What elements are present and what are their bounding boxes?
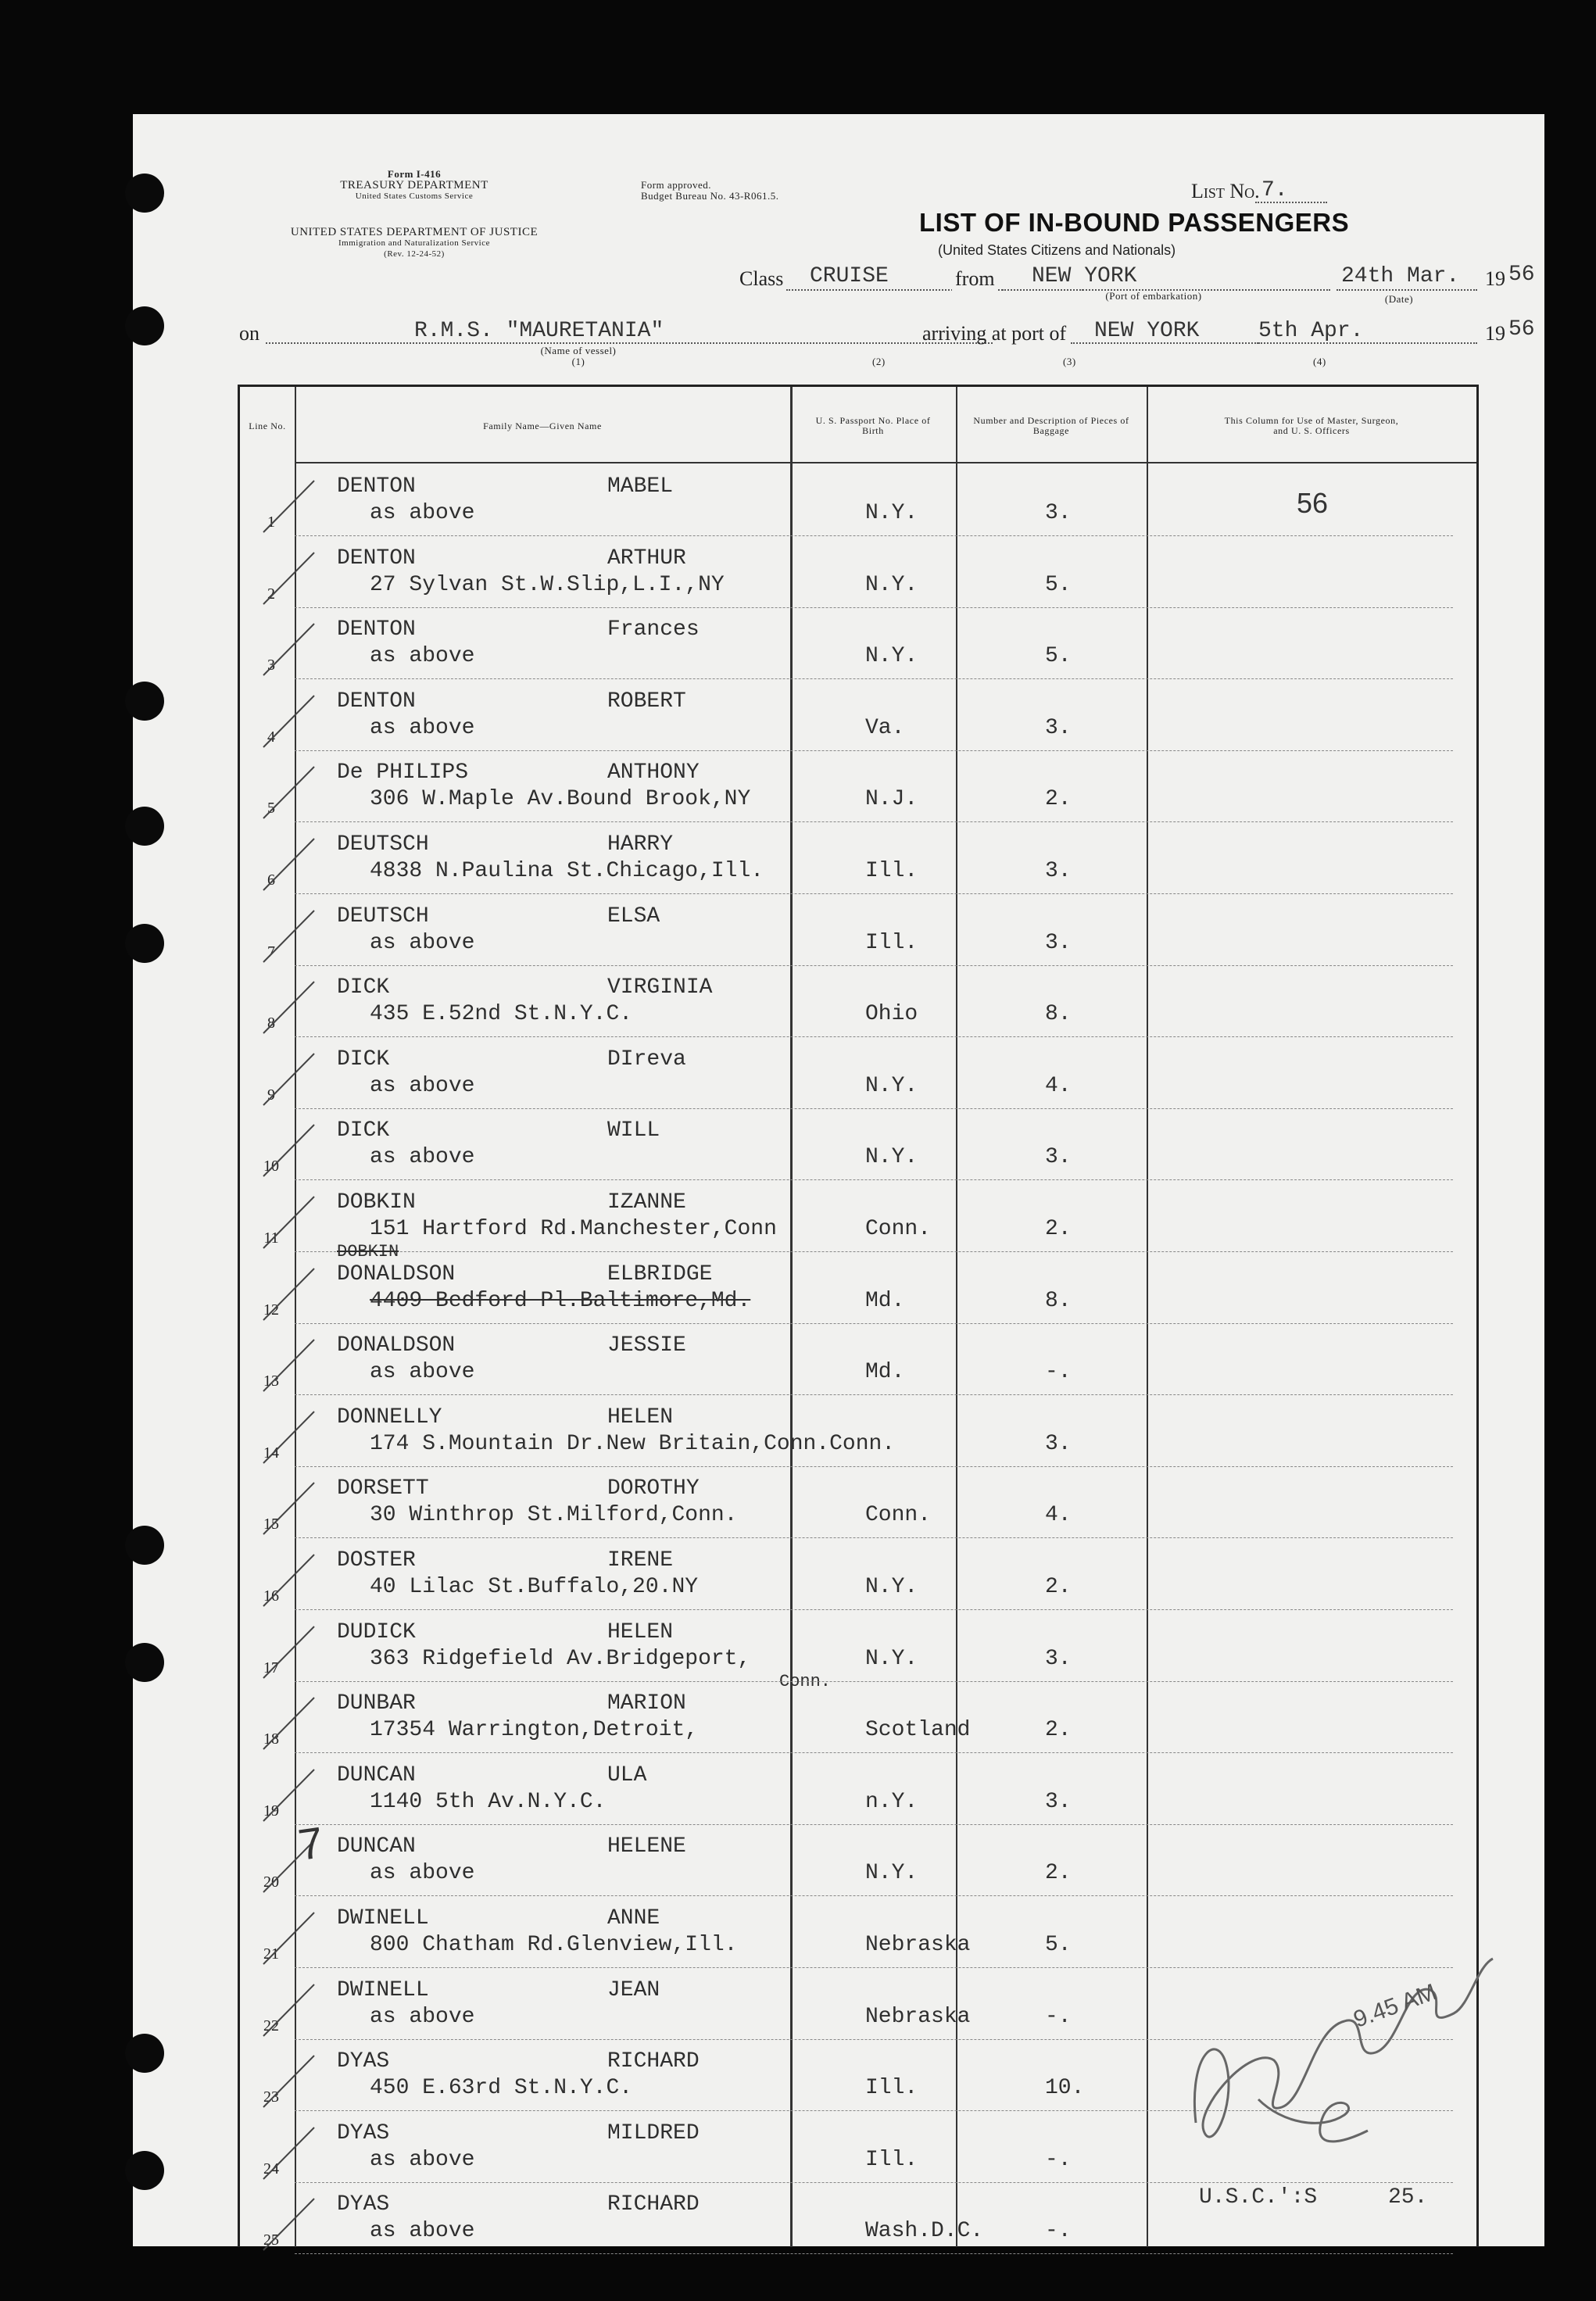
line-number: 20 bbox=[263, 1873, 279, 1891]
address: 4409 Bedford Pl.Baltimore,Md. bbox=[370, 1288, 751, 1313]
check-mark bbox=[240, 1109, 334, 1181]
table-row bbox=[240, 1324, 1476, 1396]
family-name: DEUTSCH bbox=[337, 904, 429, 929]
punch-hole bbox=[125, 682, 164, 721]
col-header-passport: U. S. Passport No. Place of Birth bbox=[815, 415, 931, 436]
address: as above bbox=[370, 2219, 475, 2244]
baggage-count: 10. bbox=[1045, 2076, 1085, 2101]
address: as above bbox=[370, 930, 475, 955]
birthplace: Nebraska bbox=[865, 1933, 971, 1957]
punch-hole bbox=[125, 1643, 164, 1682]
baggage-count: 3. bbox=[1045, 859, 1072, 883]
given-name: VIRGINIA bbox=[607, 975, 713, 1000]
birthplace: N.Y. bbox=[865, 1861, 918, 1886]
line-number: 3 bbox=[267, 657, 275, 675]
table-row bbox=[240, 1181, 1476, 1253]
table-row bbox=[240, 1611, 1476, 1691]
line-number: 12 bbox=[263, 1301, 279, 1319]
line-number: 1 bbox=[267, 514, 275, 531]
vessel-name: R.M.S. "MAURETANIA" bbox=[414, 319, 664, 343]
form-header-left bbox=[289, 169, 539, 202]
on-label: on bbox=[239, 322, 259, 345]
handwritten-signature bbox=[1165, 1935, 1508, 2170]
given-name: ELSA bbox=[607, 904, 660, 929]
birthplace: N.Y. bbox=[865, 501, 918, 525]
date-caption: (Date) bbox=[1384, 293, 1414, 305]
address: 800 Chatham Rd.Glenview,Ill. bbox=[370, 1933, 738, 1957]
class-value: CRUISE bbox=[810, 264, 889, 288]
family-name: DYAS bbox=[337, 2120, 390, 2145]
birthplace: N.Y. bbox=[865, 1145, 918, 1170]
line-number: 8 bbox=[267, 1015, 275, 1032]
birthplace: Ill. bbox=[865, 2147, 918, 2172]
baggage-count: 2. bbox=[1045, 1217, 1072, 1241]
col-header-name: Family Name—Given Name bbox=[483, 420, 602, 431]
caption-1: (1) bbox=[571, 356, 585, 367]
baggage-count: 4. bbox=[1045, 1503, 1072, 1528]
page-title: LIST OF IN-BOUND PASSENGERS bbox=[919, 208, 1350, 237]
birthplace: Ill. bbox=[865, 859, 918, 883]
family-name: DENTON bbox=[337, 474, 416, 499]
address: as above bbox=[370, 1145, 475, 1170]
address: as above bbox=[370, 1861, 475, 1886]
budget-bureau: Budget Bureau No. 43-R061.5. bbox=[641, 190, 779, 202]
check-mark bbox=[240, 1611, 334, 1683]
family-name: DONALDSON bbox=[337, 1261, 456, 1286]
baggage-count: 2. bbox=[1045, 1575, 1072, 1599]
family-name: DOSTER bbox=[337, 1548, 416, 1573]
given-name: HARRY bbox=[607, 832, 674, 857]
birthplace: Wash.D.C. bbox=[865, 2219, 984, 2244]
given-name: JESSIE bbox=[607, 1333, 686, 1358]
family-name: DUNCAN bbox=[337, 1762, 416, 1787]
birthplace: Nebraska bbox=[865, 2004, 971, 2029]
punch-hole bbox=[125, 2151, 164, 2190]
baggage-count: -. bbox=[1045, 1360, 1072, 1385]
address: 17354 Warrington,Detroit, bbox=[370, 1718, 699, 1743]
address: 450 E.63rd St.N.Y.C. bbox=[370, 2076, 633, 2101]
baggage-count: 3. bbox=[1045, 501, 1072, 525]
footer-count: 25. bbox=[1388, 2185, 1428, 2210]
birthplace: Md. bbox=[865, 1288, 905, 1313]
family-name: DUDICK bbox=[337, 1619, 416, 1644]
line-number: 22 bbox=[263, 2017, 279, 2034]
birthplace: N.Y. bbox=[865, 572, 918, 597]
line-number: 18 bbox=[263, 1730, 279, 1748]
customs-service: United States Customs Service bbox=[355, 191, 474, 201]
given-name: ROBERT bbox=[607, 689, 686, 714]
family-name: DWINELL bbox=[337, 1977, 429, 2002]
arrival-year-prefix: 19 bbox=[1485, 322, 1505, 345]
family-name: DWINELL bbox=[337, 1906, 429, 1931]
baggage-count: 3. bbox=[1045, 715, 1072, 740]
check-mark bbox=[240, 1682, 334, 1754]
table-row bbox=[240, 1825, 1476, 1897]
col-header-baggage: Number and Description of Pieces of Baggage bbox=[973, 415, 1129, 436]
line-number: 25 bbox=[263, 2231, 279, 2249]
family-name: DENTON bbox=[337, 617, 416, 642]
given-name: DIreva bbox=[607, 1047, 686, 1072]
from-label: from bbox=[952, 267, 998, 291]
baggage-count: 5. bbox=[1045, 572, 1072, 597]
given-name: MILDRED bbox=[607, 2120, 700, 2145]
address: as above bbox=[370, 501, 475, 525]
table-row bbox=[240, 1109, 1476, 1181]
line-number: 9 bbox=[267, 1086, 275, 1104]
line-number: 6 bbox=[267, 871, 275, 889]
baggage-count: -. bbox=[1045, 2147, 1072, 2172]
approval-block bbox=[641, 180, 778, 202]
check-mark bbox=[240, 1396, 334, 1468]
family-name: DEUTSCH bbox=[337, 832, 429, 857]
family-name: DUNBAR bbox=[337, 1691, 416, 1716]
given-name: MARION bbox=[607, 1691, 686, 1716]
address: 174 S.Mountain Dr.New Britain,Conn.Conn. bbox=[370, 1431, 896, 1456]
address: 151 Hartford Rd.Manchester,Conn bbox=[370, 1217, 777, 1241]
family-name: DICK bbox=[337, 1047, 390, 1072]
revision-date: (Rev. 12-24-52) bbox=[384, 249, 445, 259]
line-number: 13 bbox=[263, 1372, 279, 1390]
year-prefix: 19 bbox=[1485, 267, 1505, 290]
baggage-count: 4. bbox=[1045, 1073, 1072, 1098]
birthplace: Conn. bbox=[865, 1217, 932, 1241]
check-mark bbox=[240, 2112, 334, 2184]
baggage-count: 8. bbox=[1045, 1288, 1072, 1313]
given-name: ARTHUR bbox=[607, 546, 686, 571]
given-name: WILL bbox=[607, 1118, 660, 1143]
list-no-label: List No. bbox=[1191, 180, 1260, 202]
caption-2: (2) bbox=[872, 356, 886, 367]
margin-mark: 7 bbox=[295, 1817, 327, 1870]
birthplace: Ill. bbox=[865, 930, 918, 955]
check-mark bbox=[240, 1324, 334, 1396]
treasury-dept: TREASURY DEPARTMENT bbox=[340, 179, 488, 191]
given-name: RICHARD bbox=[607, 2049, 700, 2074]
check-mark bbox=[240, 1467, 334, 1539]
given-name: JEAN bbox=[607, 1977, 660, 2002]
punch-hole bbox=[125, 306, 164, 345]
line-number: 11 bbox=[263, 1229, 279, 1247]
arrival-port: NEW YORK bbox=[1094, 319, 1200, 343]
address: as above bbox=[370, 2004, 475, 2029]
address: as above bbox=[370, 2147, 475, 2172]
line-number: 4 bbox=[267, 728, 275, 746]
embark-year: 56 bbox=[1508, 263, 1535, 287]
family-name: DONALDSON bbox=[337, 1333, 456, 1358]
line-number: 10 bbox=[263, 1158, 279, 1176]
address: 306 W.Maple Av.Bound Brook,NY bbox=[370, 787, 751, 812]
punch-hole bbox=[125, 2034, 164, 2073]
table-row bbox=[240, 465, 1476, 537]
birthplace: Ill. bbox=[865, 2076, 918, 2101]
baggage-count: -. bbox=[1045, 2219, 1072, 2244]
check-mark bbox=[240, 680, 334, 752]
punch-hole bbox=[125, 924, 164, 963]
row-divider bbox=[295, 2253, 1453, 2254]
line-number: 21 bbox=[263, 1945, 279, 1963]
line-number: 16 bbox=[263, 1587, 279, 1605]
check-mark bbox=[240, 823, 334, 895]
punch-hole bbox=[125, 174, 164, 213]
table-row bbox=[240, 537, 1476, 609]
arrival-year: 56 bbox=[1508, 317, 1535, 342]
justice-dept: UNITED STATES DEPARTMENT OF JUSTICE bbox=[290, 226, 539, 238]
given-name: ANTHONY bbox=[607, 760, 700, 785]
birthplace: Scotland bbox=[865, 1718, 971, 1743]
birthplace: Va. bbox=[865, 715, 905, 740]
check-mark bbox=[240, 1038, 334, 1110]
vessel-caption bbox=[500, 345, 657, 367]
check-mark bbox=[240, 895, 334, 967]
col-header-line: Line No. bbox=[249, 420, 286, 431]
address: as above bbox=[370, 1073, 475, 1098]
table-row bbox=[240, 751, 1476, 823]
caption-4: (4) bbox=[1313, 356, 1326, 367]
embark-port: NEW YORK bbox=[1032, 264, 1137, 288]
given-name: ELBRIDGE bbox=[607, 1261, 713, 1286]
address: as above bbox=[370, 644, 475, 669]
given-name: IZANNE bbox=[607, 1190, 686, 1215]
address-continued: Conn. bbox=[779, 1671, 832, 1691]
baggage-count: 3. bbox=[1045, 1789, 1072, 1814]
given-name: HELEN bbox=[607, 1405, 674, 1430]
check-mark bbox=[240, 1969, 334, 2041]
family-name: DOBKIN bbox=[337, 1190, 416, 1215]
birthplace: N.Y. bbox=[865, 1575, 918, 1599]
table-row bbox=[240, 823, 1476, 895]
table-row bbox=[240, 966, 1476, 1038]
line-number: 5 bbox=[267, 800, 275, 818]
check-mark bbox=[240, 2040, 334, 2112]
table-row bbox=[240, 1539, 1476, 1611]
address: 40 Lilac St.Buffalo,20.NY bbox=[370, 1575, 699, 1599]
address: 435 E.52nd St.N.Y.C. bbox=[370, 1002, 633, 1027]
address: as above bbox=[370, 1360, 475, 1385]
struck-name: DOBKIN bbox=[337, 1241, 399, 1261]
check-mark bbox=[240, 1897, 334, 1969]
given-name: RICHARD bbox=[607, 2192, 700, 2217]
line-number: 15 bbox=[263, 1516, 279, 1533]
list-no-value: 7. bbox=[1261, 178, 1288, 202]
address: 27 Sylvan St.W.Slip,L.I.,NY bbox=[370, 572, 725, 597]
check-mark bbox=[240, 1181, 334, 1253]
given-name: ANNE bbox=[607, 1906, 660, 1931]
birthplace: n.Y. bbox=[865, 1789, 918, 1814]
given-name: HELENE bbox=[607, 1834, 686, 1859]
table-row bbox=[240, 608, 1476, 680]
family-name: DORSETT bbox=[337, 1476, 429, 1501]
footer-note: U.S.C.':S bbox=[1199, 2185, 1318, 2210]
table-row bbox=[240, 680, 1476, 752]
col-header-officers: This Column for Use of Master, Surgeon, and U. S. Officers bbox=[1224, 415, 1399, 436]
baggage-count: 2. bbox=[1045, 1861, 1072, 1886]
birthplace: N.J. bbox=[865, 787, 918, 812]
family-name: DYAS bbox=[337, 2192, 390, 2217]
birthplace: N.Y. bbox=[865, 1073, 918, 1098]
address: as above bbox=[370, 715, 475, 740]
baggage-count: 8. bbox=[1045, 1002, 1072, 1027]
table-row bbox=[240, 1682, 1476, 1754]
line-number: 24 bbox=[263, 2160, 279, 2178]
check-mark bbox=[240, 1253, 334, 1325]
address: 4838 N.Paulina St.Chicago,Ill. bbox=[370, 859, 764, 883]
form-approved: Form approved. bbox=[641, 179, 712, 191]
baggage-count: 5. bbox=[1045, 644, 1072, 669]
justice-block bbox=[242, 227, 586, 259]
given-name: IRENE bbox=[607, 1548, 674, 1573]
vessel-caption-text: (Name of vessel) bbox=[540, 345, 617, 356]
family-name: DICK bbox=[337, 1118, 390, 1143]
check-mark bbox=[240, 751, 334, 823]
check-mark bbox=[240, 1539, 334, 1611]
manifest-page bbox=[133, 114, 1544, 2249]
baggage-count: 5. bbox=[1045, 1933, 1072, 1957]
page-subtitle: (United States Citizens and Nationals) bbox=[938, 242, 1176, 258]
baggage-count: 3. bbox=[1045, 1431, 1072, 1456]
family-name: DICK bbox=[337, 975, 390, 1000]
arriving-label: arriving at port of bbox=[922, 322, 1067, 345]
arrival-date: 5th Apr. bbox=[1258, 319, 1364, 343]
check-mark bbox=[240, 966, 334, 1038]
check-mark bbox=[240, 608, 334, 680]
table-row bbox=[240, 1467, 1476, 1539]
birthplace: N.Y. bbox=[865, 644, 918, 669]
given-name: HELEN bbox=[607, 1619, 674, 1644]
line-number: 7 bbox=[267, 943, 275, 961]
table-row bbox=[240, 1038, 1476, 1110]
given-name: MABEL bbox=[607, 474, 674, 499]
punch-hole bbox=[125, 1526, 164, 1565]
table-row bbox=[240, 895, 1476, 967]
table-row bbox=[240, 1241, 1476, 1325]
baggage-count: 2. bbox=[1045, 787, 1072, 812]
form-number: Form I-416 bbox=[387, 168, 442, 180]
check-mark bbox=[240, 537, 334, 609]
address: 1140 5th Av.N.Y.C. bbox=[370, 1789, 607, 1814]
line-number: 14 bbox=[263, 1444, 279, 1462]
caption-3: (3) bbox=[1063, 356, 1076, 367]
punch-hole bbox=[125, 807, 164, 846]
baggage-count: 3. bbox=[1045, 1646, 1072, 1671]
given-name: Frances bbox=[607, 617, 700, 642]
check-mark bbox=[240, 1754, 334, 1826]
birthplace: Conn. bbox=[865, 1503, 932, 1528]
table-row bbox=[240, 1754, 1476, 1826]
given-name: DOROTHY bbox=[607, 1476, 700, 1501]
line-number: 19 bbox=[263, 1802, 279, 1820]
officer-note: 56 bbox=[1297, 487, 1329, 519]
address: 363 Ridgefield Av.Bridgeport, bbox=[370, 1646, 751, 1671]
given-name: ULA bbox=[607, 1762, 647, 1787]
family-name: DENTON bbox=[337, 546, 416, 571]
line-number: 2 bbox=[267, 585, 275, 603]
birthplace: N.Y. bbox=[865, 1646, 918, 1671]
baggage-count: -. bbox=[1045, 2004, 1072, 2029]
line-number: 17 bbox=[263, 1659, 279, 1677]
baggage-count: 3. bbox=[1045, 930, 1072, 955]
family-name: DENTON bbox=[337, 689, 416, 714]
embark-date: 24th Mar. bbox=[1341, 264, 1460, 288]
check-mark bbox=[240, 465, 334, 537]
family-name: DUNCAN bbox=[337, 1834, 416, 1859]
ins-service: Immigration and Naturalization Service bbox=[338, 238, 491, 248]
address: 30 Winthrop St.Milford,Conn. bbox=[370, 1503, 738, 1528]
family-name: DONNELLY bbox=[337, 1405, 442, 1430]
baggage-count: 3. bbox=[1045, 1145, 1072, 1170]
birthplace: Ohio bbox=[865, 1002, 918, 1027]
class-label: Class bbox=[739, 267, 784, 290]
birthplace: Md. bbox=[865, 1360, 905, 1385]
baggage-count: 2. bbox=[1045, 1718, 1072, 1743]
check-mark bbox=[240, 2183, 334, 2255]
family-name: DYAS bbox=[337, 2049, 390, 2074]
signature-time: 9.45 AM bbox=[1350, 1979, 1440, 2033]
family-name: De PHILIPS bbox=[337, 760, 469, 785]
table-row bbox=[240, 1396, 1476, 1468]
embark-caption: (Port of embarkation) bbox=[1105, 290, 1202, 302]
line-number: 23 bbox=[263, 2088, 279, 2106]
